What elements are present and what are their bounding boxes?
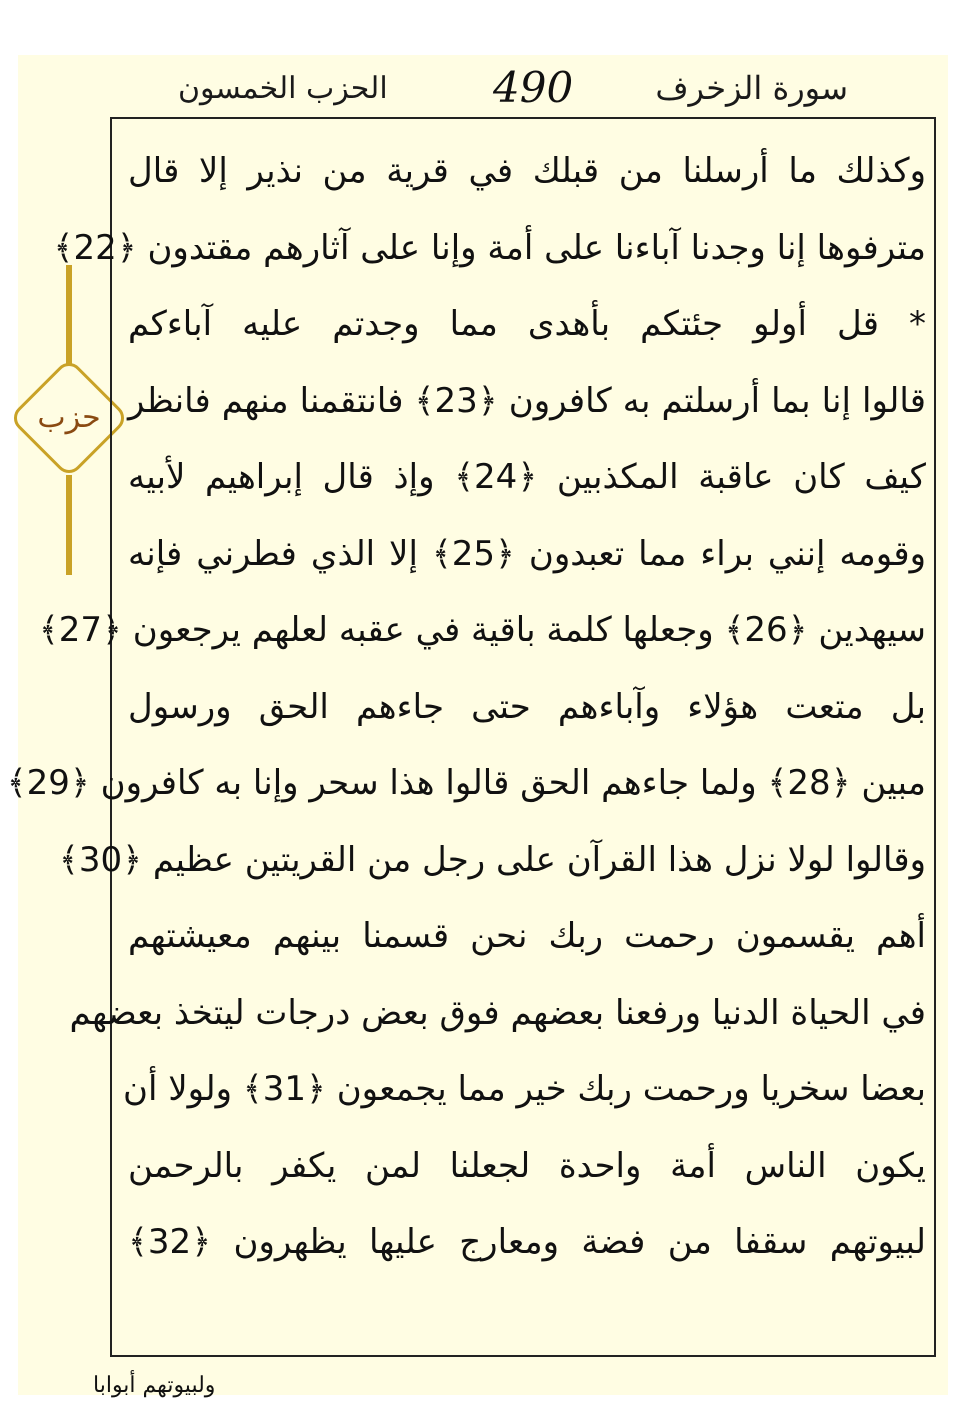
verse-line: في الحياة الدنيا ورفعنا بعضهم فوق بعض درجات ليتخذ بعضهم [69,992,926,1033]
verse-line: بعضا سخريا ورحمت ربك خير مما يجمعون ﴿31﴾ ولولا أن [123,1069,926,1109]
verse-line: مترفوها إنا وجدنا آباءنا على أمة وإنا على آثارهم مقتدون ﴿22﴾ [53,227,926,268]
page-number: 490 [493,63,574,112]
verse-line: بل متعت هؤلاء وآباءهم حتى جاءهم الحق ورسول [128,686,926,727]
verse-line: وقومه إنني براء مما تعبدون ﴿25﴾ إلا الذي فطرني فإنه [128,533,927,574]
verse-line: أهم يقسمون رحمت ربك نحن قسمنا بينهم معيشتهم [128,916,926,956]
hizb-ornament-bottom [66,475,72,575]
verse-line: يكون الناس أمة واحدة لجعلنا لمن يكفر بالرحمن [128,1145,926,1186]
verse-line: مبين ﴿28﴾ ولما جاءهم الحق قالوا هذا سحر وإنا به كافرون ﴿29﴾ [6,763,926,803]
catchword: ولبيوتهم أبوابا [93,1373,216,1398]
surah-title: سورة الزخرف [655,69,848,107]
hizb-title: الحزب الخمسون [178,71,388,106]
verse-line: لبيوتهم سقفا من فضة ومعارج عليها يظهرون ﴿32﴾ [128,1222,926,1262]
verse-line: سيهدين ﴿26﴾ وجعلها كلمة باقية في عقبه لعلهم يرجعون ﴿27﴾ [38,610,926,650]
verse-line: وقالوا لولا نزل هذا القرآن على رجل من القريتين عظيم ﴿30﴾ [58,839,926,880]
verse-line: كيف كان عاقبة المكذبين ﴿24﴾ وإذ قال إبراهيم لأبيه [128,457,926,497]
verse-line: وكذلك ما أرسلنا من قبلك في قرية من نذير إلا قال [128,151,926,191]
verse-line: * قل أولو جئتكم بأهدى مما وجدتم عليه آباءكم [128,304,926,344]
mushaf-page [6,55,948,1398]
page-header [118,63,958,115]
verse-line: قالوا إنا بما أرسلتم به كافرون ﴿23﴾ فانتقمنا منهم فانظر [128,380,926,421]
hizb-marker-label: حزب [37,400,101,435]
